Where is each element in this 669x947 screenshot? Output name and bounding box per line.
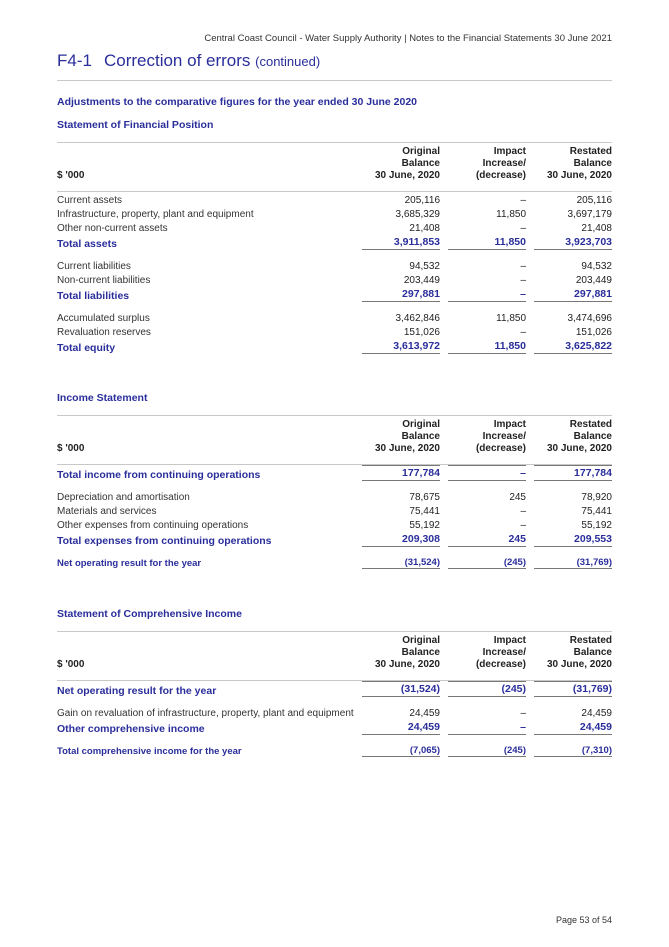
is-table [57,419,612,569]
sci-table [57,635,612,757]
net-row: Total comprehensive income for the year (7,065) (245) (7,310) [57,745,612,757]
table-row: Accumulated surplus 3,462,846 11,850 3,474,696 [57,313,612,324]
intro-heading: Adjustments to the comparative figures for the year ended 30 June 2020 [57,96,418,108]
table-row: Other non-current assets 21,408 – 21,408 [57,223,612,234]
is-header-row: $ '000 Original Balance 30 June, 2020 Impact Increase/ (decrease) Restated Balance 30 June, 2020 [57,419,612,454]
page-title [57,51,320,71]
note-number: F4-1 [57,51,92,70]
total-row: Total expenses from continuing operations 209,308 245 209,553 [57,533,612,547]
total-row: Total income from continuing operations 177,784 – 177,784 [57,467,612,481]
table-row: Current assets 205,116 – 205,116 [57,195,612,206]
sfp-rule [57,142,612,143]
note-suffix: (continued) [255,54,321,69]
total-row: Total assets 3,911,853 11,850 3,923,703 [57,236,612,250]
table-row: Revaluation reserves 151,026 – 151,026 [57,327,612,338]
page-number: Page 53 of 54 [555,915,612,925]
total-row: Total equity 3,613,972 11,850 3,625,822 [57,340,612,354]
sci-header-row: $ '000 Original Balance 30 June, 2020 Impact Increase/ (decrease) Restated Balance 30 June, 2020 [57,635,612,670]
total-row: Total liabilities 297,881 – 297,881 [57,288,612,302]
table-row: Current liabilities 94,532 – 94,532 [57,261,612,272]
table-row: Other expenses from continuing operations 55,192 – 55,192 [57,520,612,531]
total-row: Other comprehensive income 24,459 – 24,459 [57,721,612,735]
col-label: $ '000 [57,170,85,181]
sci-heading: Statement of Comprehensive Income [57,608,242,620]
sfp-table [57,146,612,354]
sfp-header-row [57,146,612,185]
total-row: Net operating result for the year (31,524) (245) (31,769) [57,683,612,697]
table-row: Materials and services 75,441 – 75,441 [57,506,612,517]
table-row: Depreciation and amortisation 78,675 245 78,920 [57,492,612,503]
sci-rule [57,631,612,632]
net-row: Net operating result for the year (31,524) (245) (31,769) [57,557,612,569]
note-title: Correction of errors [103,51,251,70]
is-heading: Income Statement [57,392,148,404]
page-header: Central Coast Council - Water Supply Authority | Notes to the Financial Statements 30 June 2021 [204,33,612,44]
col-original: Original Balance 30 June, 2020 [374,146,440,181]
col-impact: Impact Increase/ (decrease) [475,146,526,181]
table-row: Infrastructure, property, plant and equipment 3,685,329 11,850 3,697,179 [57,209,612,220]
is-rule [57,415,612,416]
table-row: Non-current liabilities 203,449 – 203,449 [57,275,612,286]
col-restated: Restated Balance 30 June, 2020 [546,146,612,181]
sfp-heading: Statement of Financial Position [57,119,214,131]
table-row: Gain on revaluation of infrastructure, property, plant and equipment 24,459 – 24,459 [57,708,612,719]
title-divider [57,80,612,81]
